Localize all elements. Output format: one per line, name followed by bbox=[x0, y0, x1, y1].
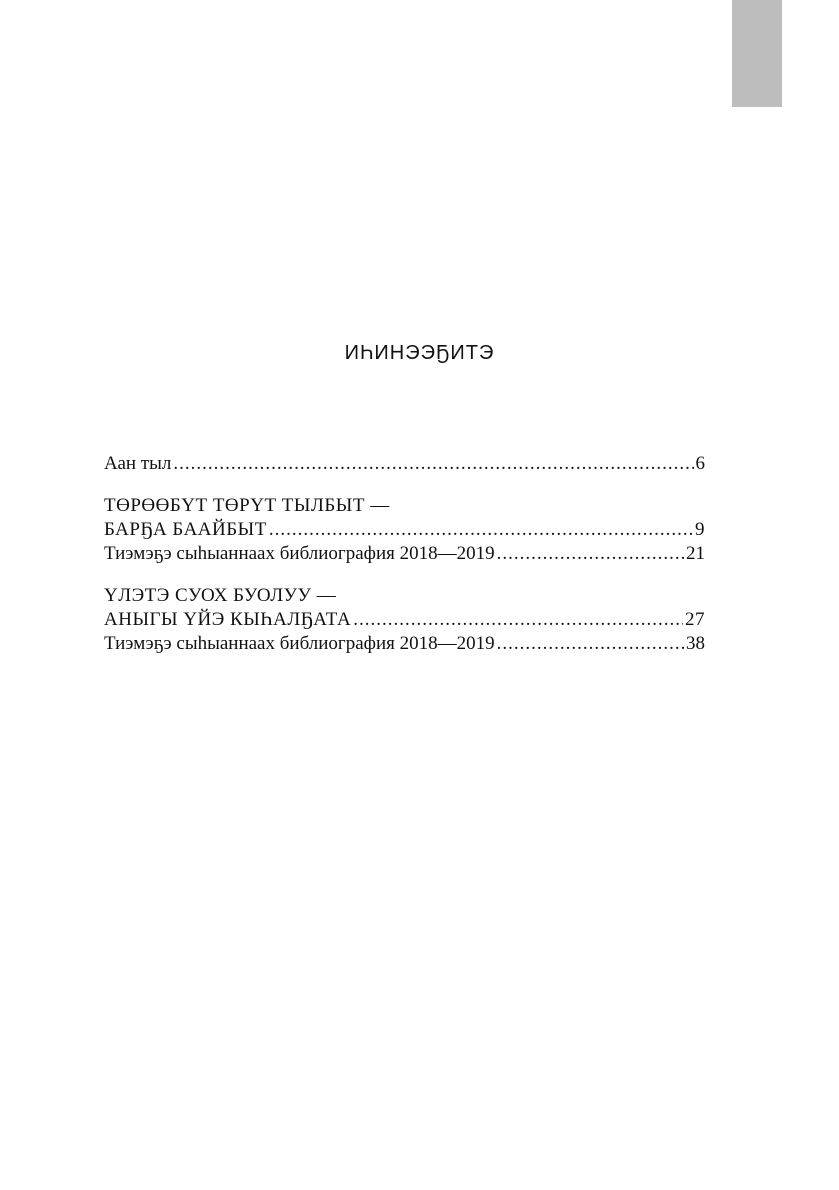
toc-heading: ИҺИНЭЭҔИТЭ bbox=[344, 342, 495, 364]
toc-section-title: ҮЛЭТЭ СУОХ БУОЛУУ — bbox=[104, 585, 337, 606]
toc-entry-title: Тиэмэҕэ сыһыаннаах библиография 2018—2019 bbox=[104, 633, 495, 654]
dot-leader bbox=[497, 632, 684, 656]
toc-page-number: 9 bbox=[695, 519, 705, 540]
table-of-contents bbox=[104, 452, 705, 656]
toc-entry-title: Тиэмэҕэ сыһыаннаах библиография 2018—2019 bbox=[104, 543, 495, 564]
toc-page-number: 27 bbox=[685, 609, 705, 630]
toc-section-title-cont: АНЫГЫ ҮЙЭ КЫҺАЛҔАТА bbox=[104, 609, 352, 630]
toc-page-number: 38 bbox=[686, 633, 705, 654]
toc-section-2[interactable] bbox=[104, 608, 705, 632]
toc-page-number: 21 bbox=[686, 543, 705, 564]
toc-entry-bibliography-1[interactable] bbox=[104, 542, 705, 566]
dot-leader bbox=[269, 518, 693, 542]
toc-section-2-title-line1 bbox=[104, 584, 705, 608]
dot-leader bbox=[173, 452, 693, 476]
toc-section-title: ТӨРӨӨБҮТ ТӨРҮТ ТЫЛБЫТ — bbox=[104, 495, 390, 516]
toc-page-number: 6 bbox=[695, 453, 705, 474]
toc-entry-aan-tyl[interactable] bbox=[104, 452, 705, 476]
toc-section-1-title-line1 bbox=[104, 494, 705, 518]
toc-entry-bibliography-2[interactable] bbox=[104, 632, 705, 656]
page-edge-tab bbox=[732, 0, 782, 107]
toc-section-1[interactable] bbox=[104, 518, 705, 542]
dot-leader bbox=[353, 608, 683, 632]
toc-entry-title: Аан тыл bbox=[104, 453, 172, 474]
dot-leader bbox=[497, 542, 684, 566]
toc-section-title-cont: БАРҔА БААЙБЫТ bbox=[104, 519, 267, 540]
